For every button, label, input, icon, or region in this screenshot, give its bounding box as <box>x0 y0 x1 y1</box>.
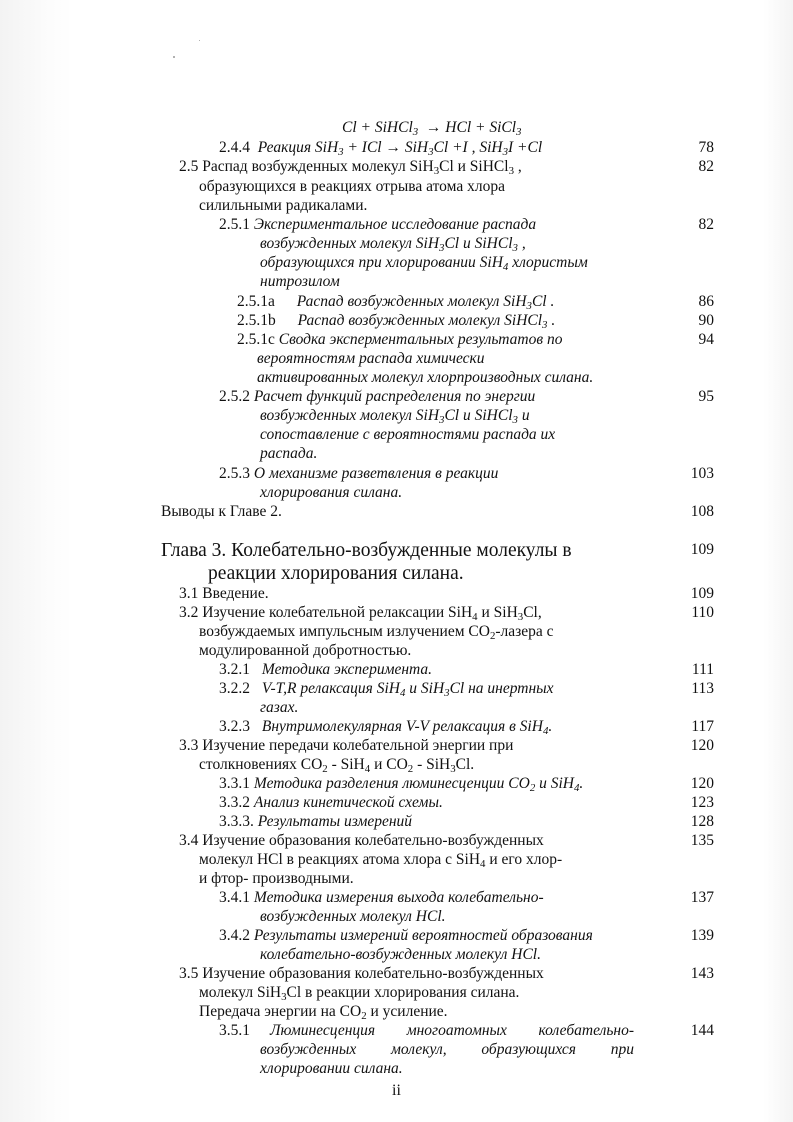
toc-number: 2.5.1b <box>237 312 276 329</box>
toc-entry-3-5-1 <box>219 1021 250 1040</box>
toc-number: 3.5 <box>179 965 199 982</box>
toc-number: 3.3 <box>179 737 199 754</box>
toc-entry-conclusions-ch2: Выводы к Главе 2. <box>161 503 282 520</box>
toc-number: 3.2 <box>179 604 199 621</box>
toc-entry-3-2-1 <box>219 660 432 679</box>
toc-page-number: 109 <box>690 541 714 558</box>
toc-number: 3.2.3 <box>219 718 250 735</box>
toc-title-line: молекул SiH$_3$Cl в реакции хлорирования силана. <box>199 984 520 1003</box>
toc-title-line: нитрозилом <box>260 273 340 290</box>
toc-number: 3.4.2 <box>219 927 250 944</box>
toc-page-number: 90 <box>698 312 714 329</box>
toc-title-line: возбужденных молекул SiH$_3$Cl и SiHCl$_3$ , <box>260 235 526 254</box>
toc-title: Методика эксперимента. <box>261 661 433 678</box>
toc-page-number: 86 <box>698 293 714 310</box>
toc-number: 3.2.2 <box>219 680 250 697</box>
toc-page-number: 137 <box>690 889 714 906</box>
toc-entry-3-3-1 <box>219 774 583 793</box>
toc-formula-line: Cl + SiHCl$_3$ → HCl + SiCl$_3$ <box>342 119 522 138</box>
toc-title: Изучение образования колебательно-возбужденных <box>202 832 544 849</box>
toc-number: 3.4.1 <box>219 889 250 906</box>
toc-entry-3-2: 3.2 Изучение колебательной релаксации SiH$_4$ и SiH$_3$Cl, <box>179 604 542 623</box>
toc-entry-3-3-2 <box>219 793 443 812</box>
toc-title-line: хлорирования силана. <box>260 484 403 501</box>
toc-title: Анализ кинетической схемы. <box>253 794 443 811</box>
toc-entry-3-1 <box>179 584 269 603</box>
toc-title-line: модулированной добротностью. <box>199 642 412 659</box>
toc-page-number: 128 <box>690 813 714 830</box>
toc-entry-3-4-2 <box>219 926 593 945</box>
toc-number: 2.5 <box>179 158 199 175</box>
toc-title-line: силильными радикалами. <box>199 197 368 214</box>
toc-title: Сводка эксперментальных результатов по <box>278 331 563 348</box>
toc-title: Результаты измерений <box>257 813 413 830</box>
toc-number: 3.3.3. <box>219 813 254 830</box>
toc-number: 3.4 <box>179 832 199 849</box>
toc-title-line: образующихся в реакциях отрыва атома хлора <box>199 178 505 195</box>
toc-page-number: 120 <box>690 737 714 754</box>
toc-page-number: 108 <box>690 503 714 520</box>
toc-number: 3.2.1 <box>219 661 250 678</box>
toc-entry-3-4-1 <box>219 888 544 907</box>
toc-title: Расчет функций распределения по энергии <box>253 388 536 405</box>
toc-title-line: сопоставление с вероятностями распада их <box>260 426 556 443</box>
toc-title: Внутримолекулярная V-V релаксация в SiH$_4$. <box>261 718 553 737</box>
toc-number: 2.5.1c <box>237 331 275 348</box>
toc-number: 3.5.1 <box>219 1022 250 1039</box>
toc-title: Экспериментальное исследование распада <box>253 216 537 233</box>
toc-title-line: возбужденных молекул HCl. <box>260 908 446 925</box>
toc-title: Методика разделения люминесценции $CO_2$ и SiH$_4$. <box>253 775 584 794</box>
toc-page-number: 94 <box>698 331 714 348</box>
toc-title-line: столкновениях $CO_2 - SiH_4$ и $CO_2 - SiH_3Cl$. <box>199 756 475 775</box>
toc-title: Изучение образования колебательно-возбужденных <box>202 965 544 982</box>
toc-number: 2.5.1a <box>237 293 275 310</box>
toc-title-line: колебательно-возбужденных молекул HCl. <box>260 946 541 963</box>
toc-entry-2-5-1a <box>237 292 554 311</box>
toc-entry-2-5-1b <box>237 311 555 330</box>
toc-entry-3-2-2 <box>219 679 554 698</box>
toc-page-number: 135 <box>690 832 714 849</box>
toc-number: 3.1 <box>179 585 199 602</box>
toc-entry-3-2-3 <box>219 717 552 736</box>
toc-title-line: возбуждаемых импульсным излучением $CO_2$-лазера с <box>199 623 554 642</box>
toc-title: V-T,R релаксация SiH$_4$ и SiH$_3$Cl на инертных <box>261 680 554 699</box>
toc-title: Результаты измерений вероятностей образования <box>253 927 593 944</box>
toc-page-number: 144 <box>690 1022 714 1039</box>
toc-page-number: 109 <box>690 585 714 602</box>
toc-page-number: 139 <box>690 927 714 944</box>
toc-title-line: активированных молекул хлорпроизводных силана. <box>257 369 594 386</box>
toc-title: Реакция SiH$_3$ + ICl → SiH$_3$Cl +I , SiH$_3$I +Cl <box>253 139 543 158</box>
toc-entry-2-5-3 <box>219 464 498 483</box>
toc-title-line: вероятностям распада химически <box>257 350 485 367</box>
toc-chapter-3-title-line: реакции хлорирования силана. <box>208 563 464 584</box>
toc-title: О механизме разветвления в реакции <box>253 465 499 482</box>
toc-page-number: 95 <box>698 388 714 405</box>
toc-title-line: распада. <box>260 445 318 462</box>
toc-entry-3-4 <box>179 831 544 850</box>
toc-entry-2-5: 2.5 Распад возбужденных молекул SiH$_3$Cl и SiHCl$_3$ , <box>179 158 522 177</box>
toc-number: 2.5.1 <box>219 216 250 233</box>
toc-page-number: 143 <box>690 965 714 982</box>
toc-page-number: 82 <box>698 158 714 175</box>
page-folio: ii <box>392 1082 401 1099</box>
toc-number: 2.5.2 <box>219 388 250 405</box>
toc-entry-2-5-1c <box>237 330 562 349</box>
toc-title-line: возбужденных молекул, образующихся при <box>260 1041 634 1058</box>
toc-title: Распад возбужденных молекул SiH$_3$Cl . <box>296 293 555 312</box>
toc-entry-2-4-4 <box>219 138 542 157</box>
toc-page-number: 120 <box>690 775 714 792</box>
toc-title: Люминесценция многоатомных колебательно- <box>270 1022 634 1039</box>
toc-entry-3-5 <box>179 964 544 983</box>
toc-number: 2.4.4 <box>219 139 250 156</box>
toc-title-line: и фтор- производными. <box>199 870 354 887</box>
toc-title-line: хлорировании силана. <box>260 1060 403 1077</box>
toc-title-line: возбужденных молекул SiH$_3$Cl и SiHCl$_3$ и <box>260 407 530 426</box>
toc-number: 3.3.1 <box>219 775 250 792</box>
toc-entry-2-5-1 <box>219 215 536 234</box>
toc-entry-3-3-3 <box>219 812 412 831</box>
toc-page-number: 103 <box>690 465 714 482</box>
toc-number: 3.3.2 <box>219 794 250 811</box>
toc-page-number: 78 <box>698 139 714 156</box>
toc-page-number: 111 <box>691 661 714 678</box>
toc-page-number: 110 <box>691 604 714 621</box>
toc-number: 2.5.3 <box>219 465 250 482</box>
toc-title-line: образующихся при хлорировании SiH$_4$ хлористым <box>260 254 588 273</box>
toc-title: Методика измерения выхода колебательно- <box>253 889 544 906</box>
toc-title: Распад возбужденных молекул SiHCl$_3$ . <box>297 312 556 331</box>
toc-title-line: молекул HCl в реакциях атома хлора с SiH$_4$ и его хлор- <box>199 851 563 870</box>
toc-page-number: 82 <box>698 216 714 233</box>
toc-entry-3-3 <box>179 736 513 755</box>
toc-title: Изучение передачи колебательной энергии при <box>202 737 514 754</box>
toc-chapter-3-title: Глава 3. Колебательно-возбужденные молекулы в <box>161 540 572 561</box>
toc-page-number: 113 <box>691 680 714 697</box>
toc-entry-2-5-2 <box>219 387 535 406</box>
toc-page-number: 117 <box>691 718 714 735</box>
toc-title-line: Передача энергии на $CO_2$ и усиление. <box>199 1003 448 1022</box>
toc-page-number: 123 <box>690 794 714 811</box>
toc-title: Введение. <box>202 585 269 602</box>
toc-title-line: газах. <box>260 699 299 716</box>
